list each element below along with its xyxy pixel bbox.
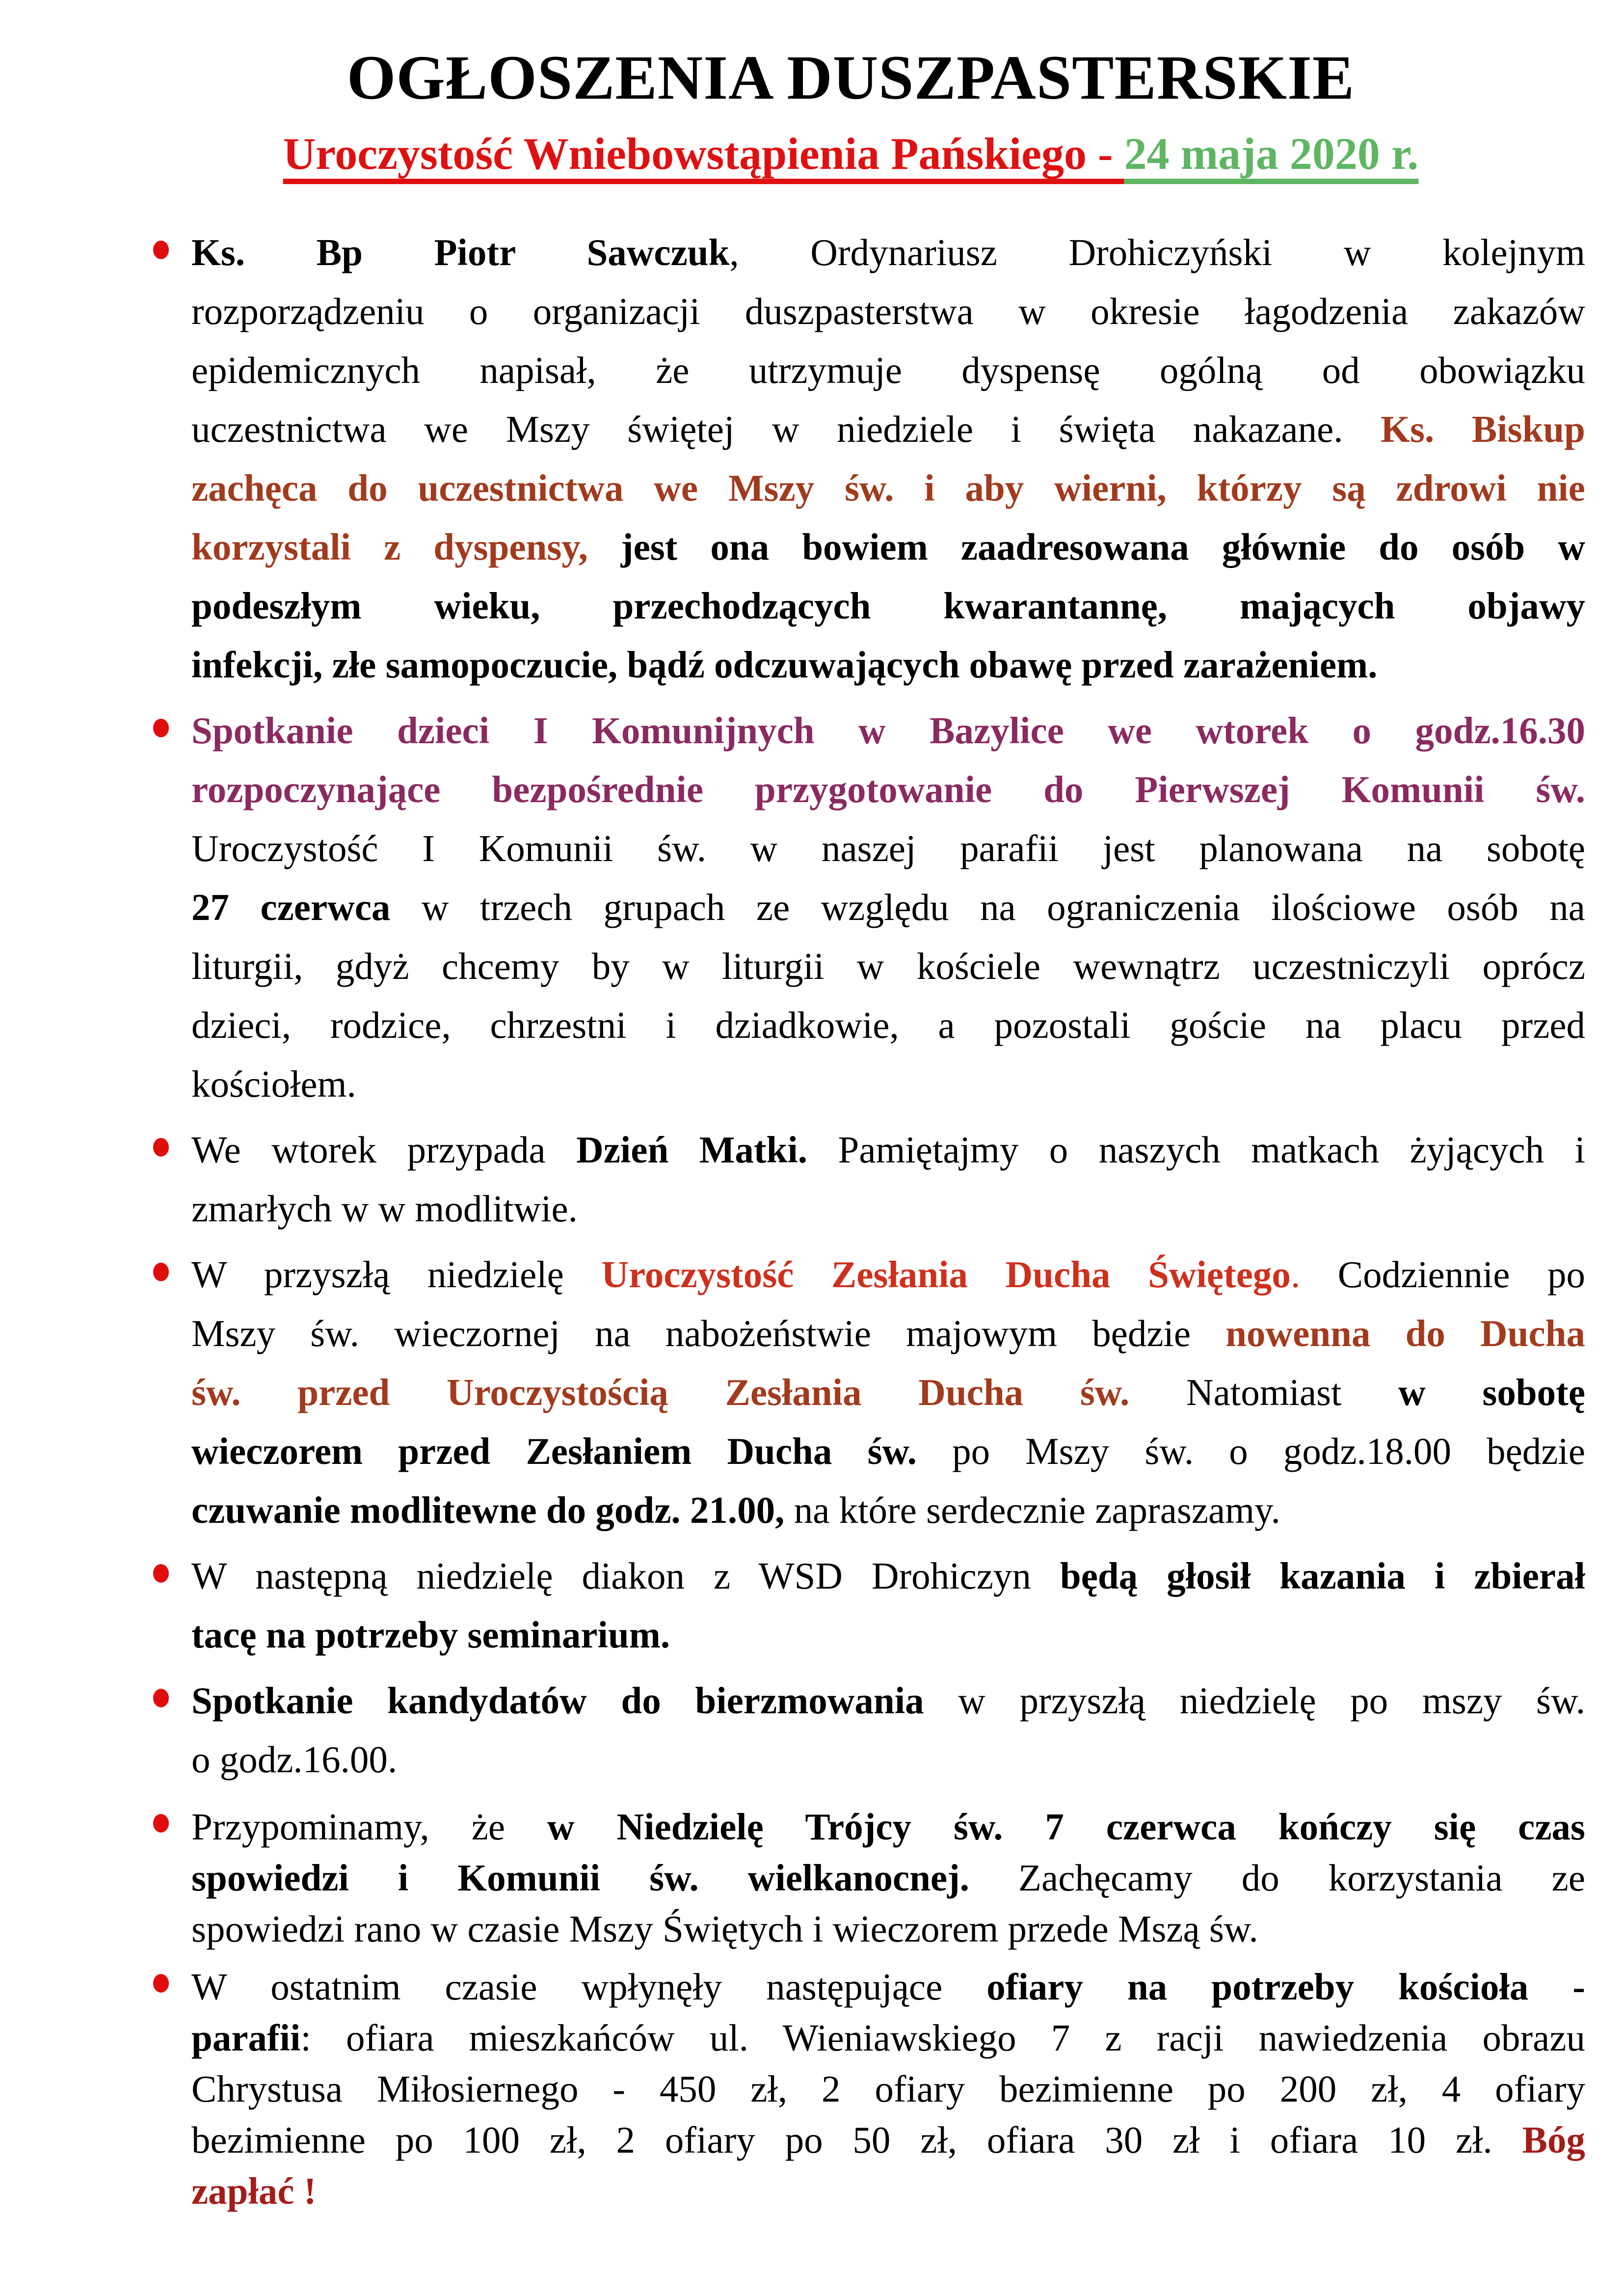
text-run: dzieci, rodzice, chrzestni i dziadkowie, a pozostali goście na placu przed (191, 1003, 1585, 1046)
text-line (191, 1245, 1585, 1304)
text-run: zapłać ! (191, 2169, 317, 2212)
text-line (191, 1961, 1585, 2012)
text-run: bezimienne po 100 zł, 2 ofiary po 50 zł, ofiara 30 zł i ofiara 10 zł. (191, 2118, 1522, 2161)
text-line (191, 760, 1585, 819)
list-item (191, 1801, 1585, 1954)
text-run: W następną niedzielę diakon z WSD Drohiczyn (191, 1554, 1060, 1597)
text-run: korzystali z dyspensy, (191, 525, 621, 568)
text-run: Uroczystość I Komunii św. w naszej parafii jest planowana na sobotę (191, 827, 1585, 869)
text-run: św. przed Uroczystością Zesłania Ducha św. (191, 1371, 1130, 1413)
text-line (191, 1304, 1585, 1363)
text-line (191, 2114, 1585, 2165)
text-run: infekcji, złe samopoczucie, bądź odczuwających obawę przed zarażeniem. (191, 643, 1378, 686)
text-line (191, 1801, 1585, 1852)
text-line (191, 701, 1585, 760)
text-line (191, 1546, 1585, 1605)
bullet-icon (153, 719, 169, 737)
text-line (191, 1363, 1585, 1422)
text-run: liturgii, gdyż chcemy by w liturgii w kościele wewnątrz uczestniczyli oprócz (191, 945, 1585, 987)
text-line (191, 1120, 1585, 1179)
text-run: Codziennie po (1300, 1253, 1585, 1296)
text-run: w przyszłą niedzielę po mszy św. (924, 1679, 1585, 1722)
text-run: wieczorem przed Zesłaniem Ducha św. (191, 1430, 917, 1472)
text-run: o godz.16.00. (191, 1738, 398, 1781)
text-line (191, 400, 1585, 459)
text-line (191, 1903, 1585, 1954)
text-run: Przypominamy, że (191, 1805, 547, 1848)
announcements-list (0, 184, 1623, 2216)
text-run: W ostatnim czasie wpłynęły następujące (191, 1965, 987, 2008)
list-item (191, 1546, 1585, 1664)
text-run: Dzień Matki. (576, 1128, 808, 1171)
text-run: będą głosił kazania i zbierał (1060, 1554, 1586, 1597)
text-run: kościołem. (191, 1062, 356, 1105)
text-line (191, 635, 1585, 694)
text-run: parafii (191, 2016, 301, 2059)
text-line (191, 282, 1585, 341)
text-run: podeszłym wieku, przechodzących kwarantannę, mających objawy (191, 584, 1585, 627)
text-line (191, 223, 1585, 282)
text-run: , Ordynariusz Drohiczyński w kolejnym (729, 231, 1586, 273)
text-run: We wtorek przypada (191, 1128, 577, 1171)
text-line (191, 1852, 1585, 1903)
page-subtitle (118, 125, 1584, 184)
text-run: Ks. Bp Piotr Sawczuk (191, 231, 730, 273)
text-run: w sobotę (1398, 1371, 1585, 1413)
text-run: Mszy św. wieczornej na nabożeństwie majowym będzie (191, 1312, 1226, 1354)
text-run: . (1290, 1253, 1301, 1296)
bullet-icon (153, 1814, 169, 1833)
text-line (191, 341, 1585, 400)
text-run: tacę na potrzeby seminarium. (191, 1613, 670, 1656)
text-line (191, 2012, 1585, 2063)
text-run: nowenna do Ducha (1225, 1312, 1585, 1354)
text-run: Spotkanie kandydatów do bierzmowania (191, 1679, 924, 1722)
text-line (191, 1054, 1585, 1113)
bullet-icon (153, 1974, 169, 1993)
text-run: w Niedzielę Trójcy św. 7 czerwca kończy się czas (547, 1805, 1585, 1848)
bullet-icon (153, 1564, 169, 1583)
bullet-icon (153, 241, 169, 259)
text-run: 27 czerwca (191, 886, 391, 928)
text-run: zachęca do uczestnictwa we Mszy św. i aby wierni, którzy są zdrowi nie (191, 466, 1585, 509)
text-run: na które serdecznie zapraszamy. (784, 1488, 1280, 1531)
text-run: ofiary na potrzeby kościoła - (986, 1965, 1586, 2008)
text-run: epidemicznych napisał, że utrzymuje dyspensę ogólną od obowiązku (191, 349, 1585, 391)
text-line (191, 1422, 1585, 1481)
text-line (191, 1179, 1585, 1238)
text-run: Uroczystość Zesłania Ducha Świętego (601, 1253, 1291, 1296)
bullet-icon (153, 1138, 169, 1157)
text-run: rozpoczynające bezpośrednie przygotowanie do Pierwszej Komunii św. (191, 768, 1585, 810)
text-run: uczestnictwa we Mszy świętej w niedziele i święta nakazane. (191, 407, 1381, 450)
text-line (191, 517, 1585, 576)
text-line (191, 1671, 1585, 1730)
text-run: spowiedzi rano w czasie Mszy Świętych i wieczorem przede Mszą św. (191, 1907, 1258, 1950)
text-line (191, 1730, 1585, 1789)
subtitle-feast: Uroczystość Wniebowstąpienia Pańskiego - (283, 129, 1124, 179)
subtitle-date: 24 maja 2020 r. (1124, 129, 1419, 179)
list-item (191, 223, 1585, 694)
list-item (191, 1671, 1585, 1789)
text-run: w trzech grupach ze względu na ograniczenia ilościowe osób na (390, 886, 1585, 928)
text-run: Spotkanie dzieci I Komunijnych w Bazylice we wtorek o godz.16.30 (191, 709, 1585, 752)
text-line (191, 937, 1585, 996)
text-run: zmarłych w w modlitwie. (191, 1187, 578, 1230)
text-line (191, 459, 1585, 517)
text-run: jest ona bowiem zaadresowana głównie do osób w (620, 525, 1585, 568)
page-title: OGŁOSZENIA DUSZPASTERSKIE (346, 43, 1355, 112)
text-line (191, 878, 1585, 937)
text-line (191, 576, 1585, 635)
list-item (191, 1245, 1585, 1540)
text-run: rozporządzeniu o organizacji duszpasterstwa w okresie łagodzenia zakazów (191, 290, 1585, 332)
bullet-icon (153, 1263, 169, 1281)
text-run: Zachęcamy do korzystania ze (969, 1856, 1585, 1899)
text-run: Bóg (1522, 2118, 1585, 2161)
text-run: po Mszy św. o godz.18.00 będzie (917, 1430, 1585, 1472)
document-header (0, 0, 1623, 184)
text-run: Ks. Biskup (1381, 407, 1586, 450)
text-run: Natomiast (1129, 1371, 1399, 1413)
text-run: Pamiętajmy o naszych matkach żyjących i (807, 1128, 1585, 1171)
list-item (191, 1961, 1585, 2216)
list-item (191, 701, 1585, 1113)
list-item (191, 1120, 1585, 1238)
text-run: W przyszłą niedzielę (191, 1253, 602, 1296)
text-line (191, 1605, 1585, 1664)
bullet-icon (153, 1689, 169, 1707)
text-run: spowiedzi i Komunii św. wielkanocnej. (191, 1856, 969, 1899)
text-line (191, 996, 1585, 1054)
text-line (191, 2063, 1585, 2114)
text-run: czuwanie modlitewne do godz. 21.00, (191, 1488, 785, 1531)
text-line (191, 2165, 1585, 2216)
text-line (191, 1481, 1585, 1540)
text-line (191, 819, 1585, 878)
text-run: : ofiara mieszkańców ul. Wieniawskiego 7 z racji nawiedzenia obrazu (300, 2016, 1585, 2059)
text-run: Chrystusa Miłosiernego - 450 zł, 2 ofiary bezimienne po 200 zł, 4 ofiary (191, 2067, 1585, 2110)
